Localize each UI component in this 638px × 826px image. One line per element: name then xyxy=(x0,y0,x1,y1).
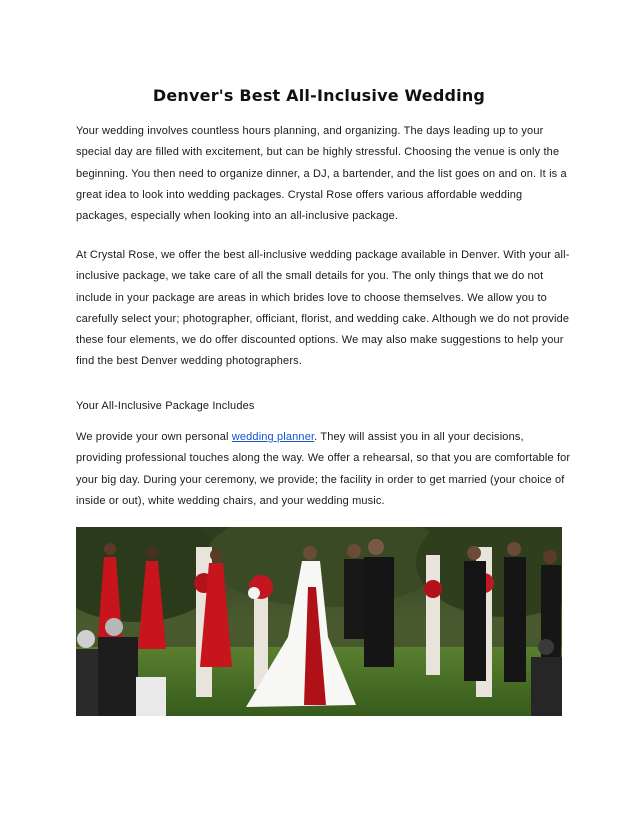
page-title: Denver's Best All-Inclusive Wedding xyxy=(152,86,486,105)
wedding-ceremony-photo xyxy=(76,527,562,716)
section-subheading: Your All-Inclusive Package Includes xyxy=(76,400,255,412)
includes-text-start: We provide your own personal xyxy=(76,431,232,443)
intro-paragraph: Your wedding involves countless hours planning, and organizing. The days leading up to your special day are filled with excitement, but can be highly stressful. Choosing the venue is only the beginning. You then need to organize dinner, a DJ, a bartender, and the list goes on and on. It is a great idea to look into wedding packages. Crystal Rose offers various affordable wedding packages, especially when looking into an all-inclusive package. xyxy=(76,125,567,223)
package-paragraph: At Crystal Rose, we offer the best all-inclusive wedding package available in Denver. With your all-inclusive package, we take care of all the small details for you. The only things that we do not include in your package are areas in which brides love to choose themselves. We allow you to carefully select your; photographer, officiant, florist, and wedding cake. Although we do not provide these four elements, we do offer discounted options. We may also make suggestions to help your find the best Denver wedding photographers. xyxy=(76,249,570,368)
wedding-planner-link[interactable]: wedding planner xyxy=(231,431,315,443)
includes-paragraph xyxy=(76,427,572,512)
includes-text-end: . They will assist you in all your decisions, providing professional touches along the way. We offer a rehearsal, so that you are comfortable for your big day. During your ceremony, we provide; the facility in order to get married (your choice of inside or out), white wedding chairs, and your wedding music. xyxy=(76,431,571,507)
